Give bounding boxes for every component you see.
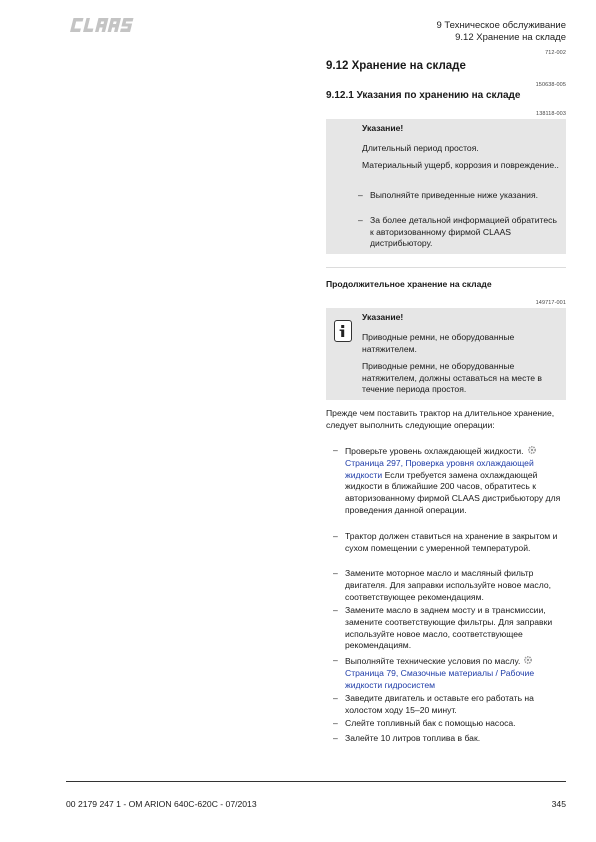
note-box (326, 308, 566, 400)
note-text: Приводные ремни, не оборудованные натяжителем, должны оставаться на месте в течение периода простоя. (362, 361, 542, 395)
note-list-item (358, 215, 560, 250)
list-item (333, 605, 567, 652)
list-item (333, 693, 567, 717)
page-link[interactable]: Страница 297, Проверка уровня охлаждающей жидкости (345, 457, 534, 480)
note-text: Материальный ущерб, коррозия и повреждение.. (362, 160, 559, 170)
list-text: Если требуется замена охлаждающей жидкости в ближайшие 200 часов, обратитесь к авторизованному фирмой CLAAS дистрибьютору для проведения данной операции. (345, 469, 561, 515)
list-text: Трактор должен ставиться на хранение в закрытом и сухом помещении с умеренной температурой. (345, 531, 558, 553)
dash-bullet: – (333, 718, 338, 728)
document-id: 00 2179 247 1 - OM ARION 640C-620C - 07/2013 (66, 799, 257, 809)
section-title: 9.12 Хранение на складе (455, 32, 566, 43)
doc-code: 712-002 (545, 50, 566, 56)
note-text: Длительный период простоя. (362, 143, 479, 153)
doc-code: 138118-003 (536, 111, 566, 117)
subheading: Продолжительное хранение на складе (326, 279, 492, 289)
claas-logo (66, 16, 138, 39)
note-box (326, 119, 566, 254)
note-text: Приводные ремни, не оборудованные натяжителем. (362, 332, 515, 354)
dash-bullet: – (358, 215, 363, 225)
dash-bullet: – (333, 531, 338, 541)
list-item (333, 568, 567, 603)
note-list-text: За более детальной информацией обратитесь к авторизованному фирмой CLAAS дистрибьютору. (370, 215, 557, 249)
info-icon (334, 320, 352, 342)
doc-code: 149717-001 (535, 300, 566, 306)
note-list-item (358, 190, 560, 202)
footer-rule (66, 781, 566, 782)
dash-bullet: – (333, 445, 338, 455)
cross-reference-icon (523, 655, 533, 665)
list-text: Слейте топливный бак с помощью насоса. (345, 718, 516, 728)
list-text: Замените моторное масло и масляный фильтр двигателя. Для заправки используйте новое масло, соответствующее рекомендациям. (345, 568, 551, 602)
dash-bullet: – (358, 190, 363, 200)
note-title: Указание! (362, 312, 404, 322)
note-title: Указание! (362, 123, 404, 133)
dash-bullet: – (333, 605, 338, 615)
note-list-text: Выполняйте приведенные ниже указания. (370, 190, 538, 200)
list-text: Замените масло в заднем мосту и в трансмиссии, замените соответствующие фильтры. Для заправки используйте новое масло, соответствующее рекомендациям. (345, 605, 553, 651)
list-text: Выполняйте технические условия по маслу. (345, 656, 521, 666)
subsection-heading: 9.12.1 Указания по хранению на складе (326, 90, 521, 101)
list-item (333, 733, 567, 745)
page-link[interactable]: Страница 79, Смазочные материалы / Рабочие жидкости гидросистем (345, 667, 535, 690)
list-item (333, 445, 567, 517)
chapter-title: 9 Техническое обслуживание (436, 20, 566, 31)
running-header (436, 20, 566, 44)
doc-code: 150638-005 (535, 82, 566, 88)
claas-logo-graphic (66, 16, 138, 34)
list-item (333, 718, 567, 730)
list-text: Залейте 10 литров топлива в бак. (345, 733, 481, 743)
divider (326, 267, 566, 268)
dash-bullet: – (333, 568, 338, 578)
section-heading: 9.12 Хранение на складе (326, 60, 466, 72)
dash-bullet: – (333, 655, 338, 665)
list-item (333, 655, 567, 691)
intro-paragraph: Прежде чем поставить трактор на длительное хранение, следует выполнить следующие операции: (326, 408, 555, 430)
page-number: 345 (551, 799, 566, 809)
list-item (333, 531, 567, 555)
dash-bullet: – (333, 693, 338, 703)
list-text: Проверьте уровень охлаждающей жидкости. (345, 446, 524, 456)
list-text: Заведите двигатель и оставьте его работать на холостом ходу 15–20 минут. (345, 693, 534, 715)
dash-bullet: – (333, 733, 338, 743)
cross-reference-icon (527, 445, 537, 455)
